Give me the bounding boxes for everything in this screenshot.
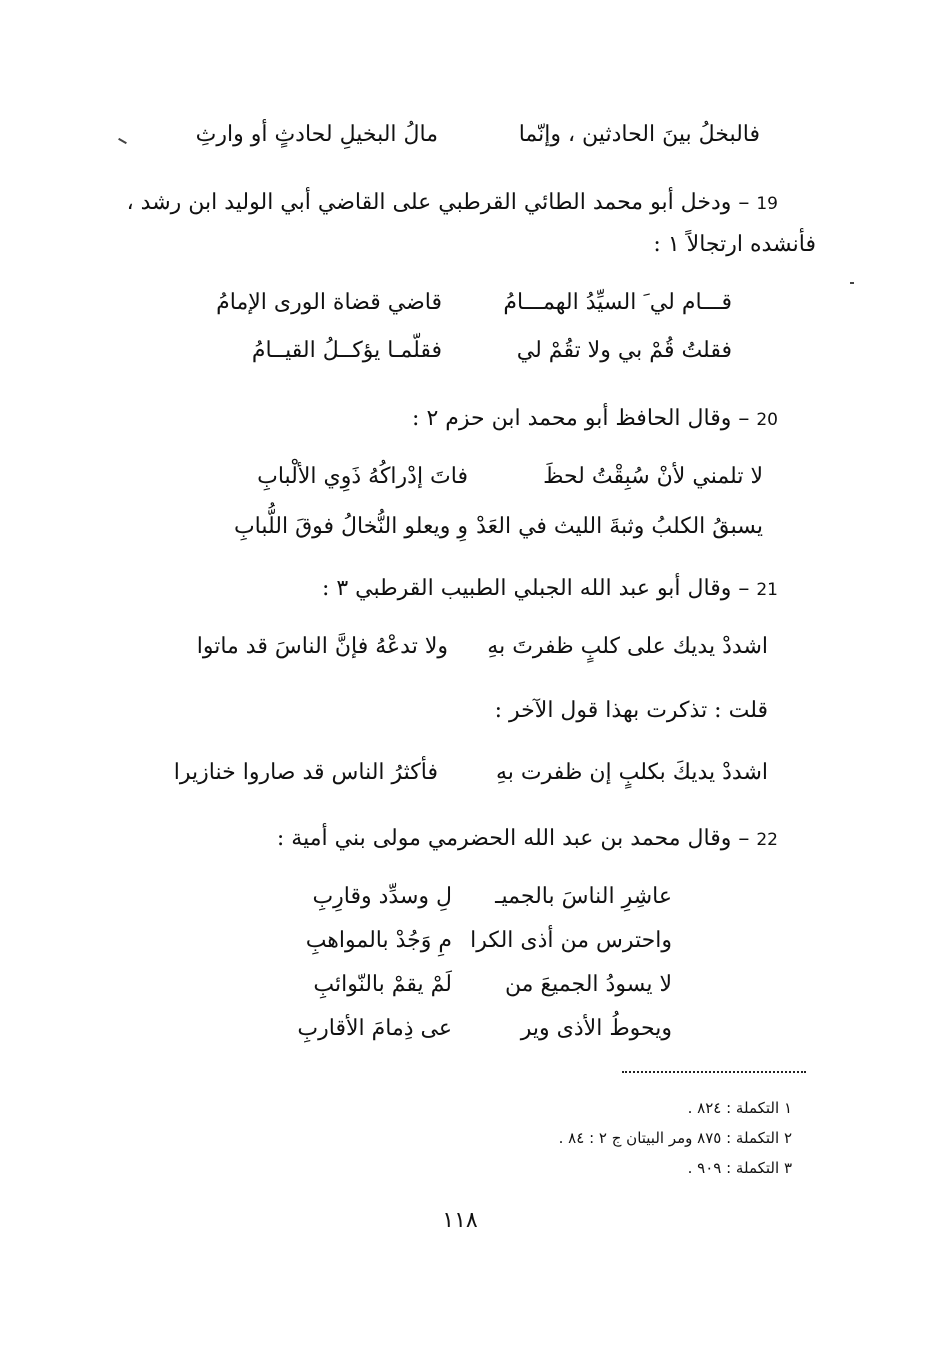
entry-19: [127, 186, 778, 221]
entry-number: 22: [756, 830, 778, 850]
verse-22-4a: ويحوطُ الأذى وير: [520, 1016, 672, 1041]
entry-number: 19: [756, 194, 778, 214]
verse-21b-b: فأكثرُ الناس قد صاروا خنازيرا: [173, 760, 438, 785]
entry-text: – وقال أبو عبد الله الجبلي الطبيب القرطبي ٣ :: [321, 576, 750, 601]
verse-20-2b: وِ ويعلو النُّخالُ فوقَ اللُّبابِ: [233, 514, 468, 539]
entry-22: [277, 822, 778, 857]
verse-20-1b: فاتَ إدْراكُهُ ذَوِي الألْبابِ: [257, 464, 468, 489]
entry-text: – ودخل أبو محمد الطائي القرطبي على القاضي أبي الوليد ابن رشد ،: [126, 190, 750, 215]
verse-19-2a: فقلتُ قُمْ بي ولا تقُمْ لي: [516, 338, 732, 363]
verse-21-b: ولا تدعْهُ فإنَّ الناسَ قد ماتوا: [196, 634, 448, 659]
verse-22-2a: واحترس من أذى الكرا: [470, 928, 672, 953]
verse-22-1a: عاشِرِ الناسَ بالجميـ: [495, 884, 672, 909]
entry-text: – وقال الحافظ أبو محمد ابن حزم ٢ :: [412, 406, 750, 431]
verse-1-hemistich-a: فالبخلُ بينَ الحادثين ، وإنّما: [518, 122, 760, 147]
verse-22-3b: لَمْ يقمْ بالنّوائبِ: [313, 972, 452, 997]
footnote-3: ٣ التكملة : ٩٠٩ .: [687, 1159, 792, 1177]
qult-line: قلت : تذكرت بهذا قول الآخر :: [494, 698, 768, 723]
verse-22-4b: عى ذِمامَ الأقاربِ: [297, 1016, 452, 1041]
scan-mark: [850, 282, 854, 284]
entry-text: – وقال محمد بن عبد الله الحضرمي مولى بني أمية :: [276, 826, 750, 851]
entry-number: 21: [756, 580, 778, 600]
verse-22-1b: لِ وسدِّد وقارِبِ: [312, 884, 452, 909]
verse-20-2a: يسبقُ الكلبُ وثبةَ الليث في العَدْ: [476, 514, 763, 539]
entry-number: 20: [756, 410, 778, 430]
verse-22-2b: مِ وَجُدْ بالمواهبِ: [305, 928, 452, 953]
entry-20: [412, 402, 778, 437]
footnote-2: ٢ التكملة : ٨٧٥ ومر البيتان ج ٢ : ٨٤ .: [558, 1129, 792, 1147]
verse-21-a: اشددْ يديك على كلبٍ ظفرتَ بهِ: [487, 634, 768, 659]
verse-21b-a: اشددْ يديكَ بكلبٍ إن ظفرت بهِ: [495, 760, 768, 785]
entry-19-continuation: فأنشده ارتجالاً ١ :: [653, 232, 816, 257]
verse-22-3a: لا يسودُ الجميعَ من: [504, 972, 672, 997]
page-number: ١١٨: [442, 1208, 478, 1233]
entry-21: [322, 572, 778, 607]
verse-19-1b: قاضي قضاة الورى الإمامُ: [216, 290, 442, 315]
footnote-1: ١ التكملة : ٨٢٤ .: [687, 1099, 792, 1117]
footnote-divider: [622, 1071, 806, 1073]
scan-mark: [118, 138, 127, 144]
verse-1-hemistich-b: مالُ البخيلِ لحادثٍ أو وارثِ: [195, 122, 438, 147]
verse-20-1a: لا تلمني لأنْ سُبِقْتُ لحظَ: [543, 464, 763, 489]
verse-19-2b: فقلّمـا يؤكــلُ القيــامُ: [251, 338, 442, 363]
verse-19-1a: قـــام لي َ السيِّدُ الهمـــامُ: [503, 290, 732, 315]
